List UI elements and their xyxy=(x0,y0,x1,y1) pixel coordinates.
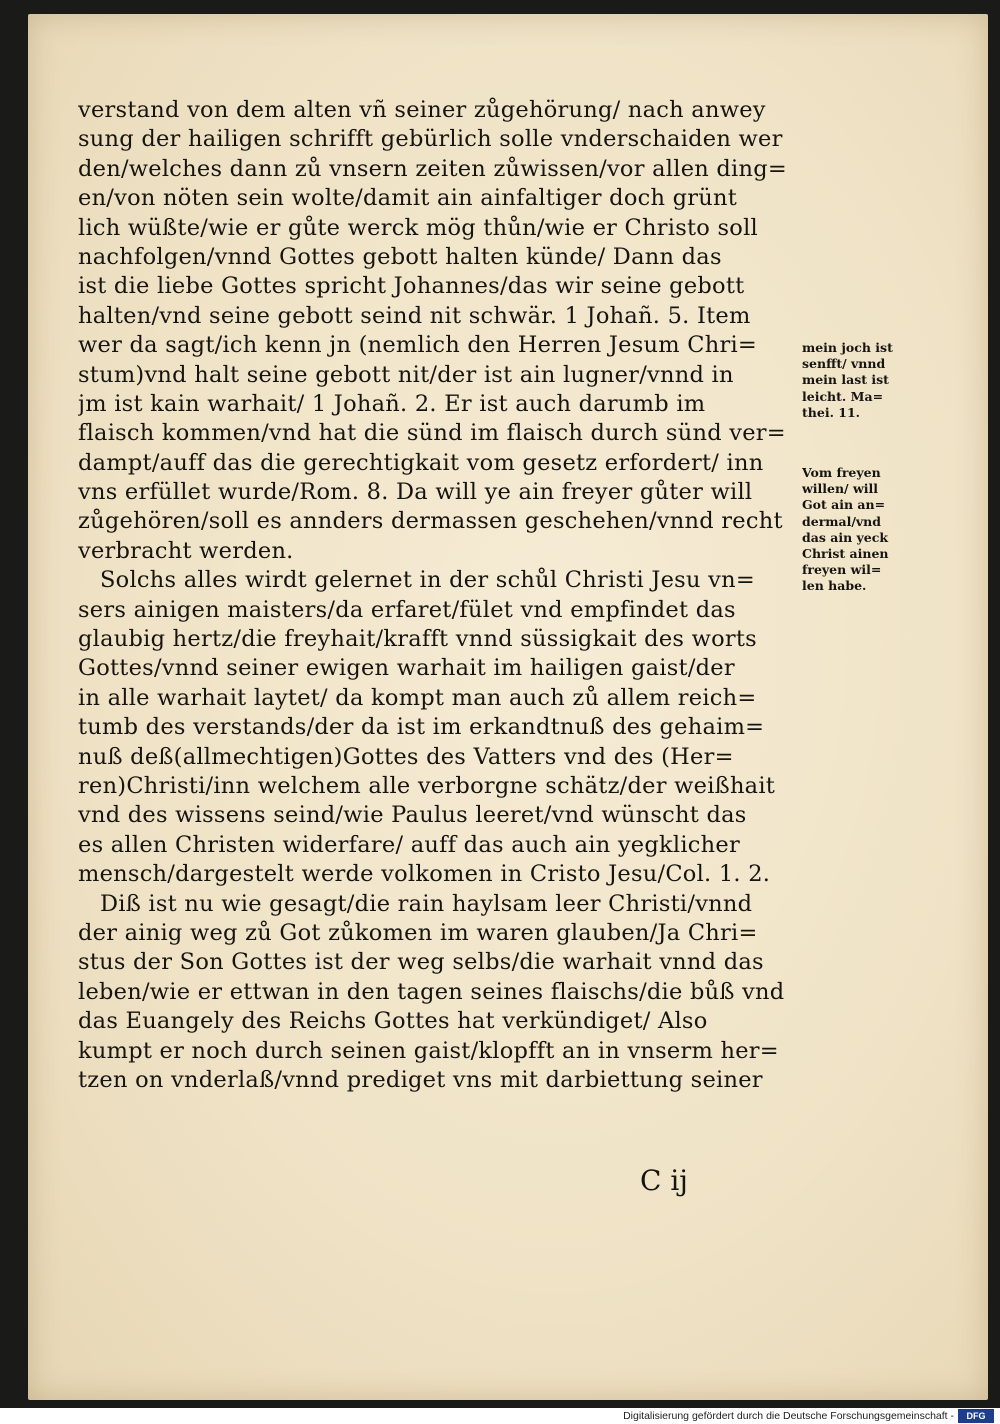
dfg-logo[interactable]: DFG xyxy=(958,1409,994,1423)
text-line: glaubig hertz/die freyhait/krafft vnnd süssigkait des worts xyxy=(78,626,757,653)
text-line: nuß deß(allmechtigen)Gottes des Vatters vnd des (Her= xyxy=(78,743,734,770)
text-line: zůgehören/soll es annders dermassen geschehen/vnnd recht xyxy=(78,508,783,535)
text-line: nachfolgen/vnnd Gottes gebott halten künde/ Dann das xyxy=(78,243,722,270)
text-line: sung der hailigen schrifft gebürlich solle vnderschaiden wer xyxy=(78,126,783,153)
margin-note-line: Christ ainen xyxy=(802,546,889,562)
footer-bar xyxy=(0,1408,1000,1424)
text-line: en/von nöten sein wolte/damit ain ainfaltiger doch grünt xyxy=(78,185,738,212)
text-line: es allen Christen widerfare/ auff das auch ain yegklicher xyxy=(78,831,740,858)
margin-note-line: thei. 11. xyxy=(802,404,861,420)
text-line: vnd des wissens seind/wie Paulus leeret/vnd wünscht das xyxy=(78,802,747,829)
paragraph-start-line: Solchs alles wirdt gelernet in der schůl Christi Jesu vn= xyxy=(100,567,755,594)
text-line: flaisch kommen/vnd hat die sünd im flaisch durch sünd ver= xyxy=(78,420,786,447)
text-line: stum)vnd halt seine gebott nit/der ist ain lugner/vnnd in xyxy=(78,361,734,388)
margin-note-line: senfft/ vnnd xyxy=(802,356,886,372)
text-line: wer da sagt/ich kenn jn (nemlich den Herren Jesum Chri= xyxy=(78,332,758,359)
text-line: das Euangely des Reichs Gottes hat verkündiget/ Also xyxy=(78,1008,708,1035)
text-line: dampt/auff das die gerechtigkait vom gesetz erfordert/ inn xyxy=(78,449,764,476)
text-line: den/welches dann zů vnsern zeiten zůwissen/vor allen ding= xyxy=(78,155,788,182)
text-line: ren)Christi/inn welchem alle verborgne schätz/der weißhait xyxy=(78,772,776,799)
text-line: verstand von dem alten vñ seiner zůgehörung/ nach anwey xyxy=(78,97,766,123)
margin-note-line: willen/ will xyxy=(802,481,878,497)
margin-notes xyxy=(802,340,932,631)
text-line: sers ainigen maisters/da erfaret/fület vnd empfindet das xyxy=(78,596,736,623)
text-line: stus der Son Gottes ist der weg selbs/die warhait vnnd das xyxy=(78,949,764,976)
text-line: ist die liebe Gottes spricht Johannes/das wir seine gebott xyxy=(78,273,745,300)
text-line: verbracht werden. xyxy=(78,537,294,564)
margin-note-matthew xyxy=(802,340,932,421)
text-line: lich wüßte/wie er gůte werck mög thůn/wie er Christo soll xyxy=(78,214,758,241)
text-line: vns erfüllet wurde/Rom. 8. Da will ye ain freyer gůter will xyxy=(78,479,753,506)
body-text xyxy=(78,96,798,1095)
margin-note-line: Got ain an= xyxy=(802,497,886,513)
margin-note-line: mein joch ist xyxy=(802,340,893,355)
text-line: kumpt er noch durch seinen gaist/klopfft an in vnserm her= xyxy=(78,1037,779,1064)
text-line: der ainig weg zů Got zůkomen im waren glauben/Ja Chri= xyxy=(78,919,758,946)
paragraph-start-line: Diß ist nu wie gesagt/die rain haylsam leer Christi/vnnd xyxy=(100,890,753,917)
margin-note-line: dermal/vnd xyxy=(802,513,882,529)
footer-credit: Digitalisierung gefördert durch die Deutsche Forschungsgemeinschaft - xyxy=(623,1410,954,1422)
text-line: halten/vnd seine gebott seind nit schwär. 1 Johañ. 5. Item xyxy=(78,302,751,329)
text-line: jm ist kain warhait/ 1 Johañ. 2. Er ist auch darumb im xyxy=(78,390,706,417)
margin-note-line: leicht. Ma= xyxy=(802,388,884,404)
signature-mark: C ij xyxy=(640,1164,688,1197)
margin-note-line: mein last ist xyxy=(802,372,889,388)
text-line: mensch/dargestelt werde volkomen in Cristo Jesu/Col. 1. 2. xyxy=(78,861,771,888)
text-line: tzen on vnderlaß/vnnd prediget vns mit darbiettung seiner xyxy=(78,1066,763,1093)
margin-note-line: freyen wil= xyxy=(802,562,882,578)
margin-note-line: len habe. xyxy=(802,578,867,594)
margin-note-free-will xyxy=(802,465,932,595)
text-line: Gottes/vnnd seiner ewigen warhait im hailigen gaist/der xyxy=(78,655,735,682)
margin-note-line: Vom freyen xyxy=(802,465,881,481)
margin-note-line: das ain yeck xyxy=(802,529,889,545)
text-line: leben/wie er ettwan in den tagen seines flaischs/die bůß vnd xyxy=(78,978,785,1005)
text-line: in alle warhait laytet/ da kompt man auch zů allem reich= xyxy=(78,684,757,711)
text-line: tumb des verstands/der da ist im erkandtnuß des gehaim= xyxy=(78,714,765,741)
